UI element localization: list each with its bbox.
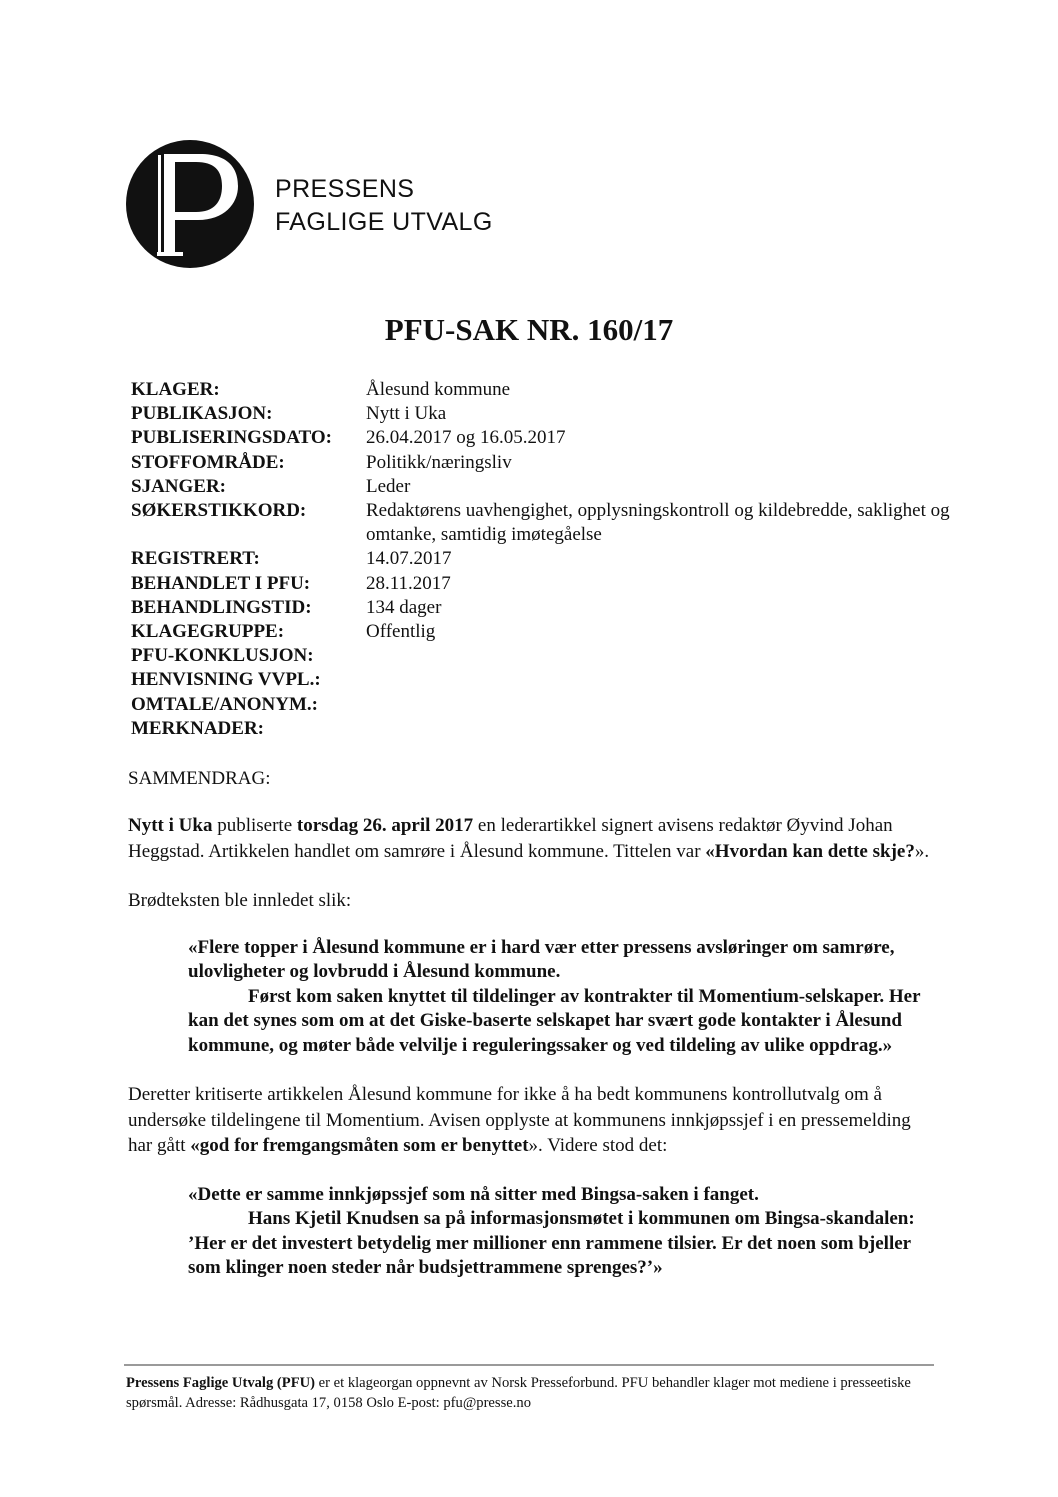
text-span: Deretter kritiserte artikkelen Ålesund kommune for ikke å ha bedt kommunens kontrollutvalg om å undersøke tildelingene til Momentium. Avisen opplyste at kommunens innkjøpssjef i en pressemelding har gått bbox=[128, 1084, 911, 1156]
text-span: en lederartikkel signert avisens redaktør Øyvind Johan Heggstad. Artikkelen handlet om samrøre i Ålesund kommune. Tittelen var bbox=[128, 815, 893, 862]
meta-label: SØKERSTIKKORD: bbox=[131, 500, 307, 522]
meta-value: Nytt i Uka bbox=[366, 403, 447, 425]
meta-label: KLAGEGRUPPE: bbox=[131, 621, 285, 643]
meta-value: Leder bbox=[366, 475, 411, 497]
meta-row-publiseringsdato bbox=[131, 426, 951, 450]
summary-paragraph-3 bbox=[128, 1082, 936, 1159]
meta-row-behandlet bbox=[131, 572, 951, 596]
quote-1-paragraph-b: Først kom saken knyttet til tildelinger av kontrakter til Momentium-selskaper. Her kan det synes som om at det Giske-baserte selskapet har svært gode kontakter i Ålesund kommune, og møter både velvilje i reguleringssaker og ved tildeling av ulike oppdrag.» bbox=[188, 985, 921, 1056]
meta-row-klagegruppe bbox=[131, 620, 951, 644]
meta-label: HENVISNING VVPL.: bbox=[131, 669, 321, 691]
meta-label: REGISTRERT: bbox=[131, 548, 260, 570]
summary-paragraph-2: Brødteksten ble innledet slik: bbox=[128, 890, 352, 911]
meta-row-omtale bbox=[131, 693, 951, 717]
meta-label: BEHANDLET I PFU: bbox=[131, 572, 311, 594]
article-title: «Hvordan kan dette skje? bbox=[705, 840, 915, 862]
publication-name: Nytt i Uka bbox=[128, 815, 213, 836]
logo-line-1: PRESSENS bbox=[275, 175, 415, 203]
meta-value bbox=[366, 717, 951, 741]
meta-value bbox=[366, 693, 951, 717]
meta-row-konklusjon bbox=[131, 644, 951, 668]
page-footer bbox=[126, 1373, 936, 1413]
meta-row-henvisning bbox=[131, 668, 951, 692]
text-span: ». Videre stod det: bbox=[528, 1135, 668, 1156]
meta-value bbox=[366, 644, 951, 668]
meta-label: STOFFOMRÅDE: bbox=[131, 451, 285, 473]
pfu-logo-icon bbox=[126, 140, 254, 268]
meta-value: Redaktørens uavhengighet, opplysningskontroll og kildebredde, saklighet og omtanke, samtidig imøtegåelse bbox=[366, 500, 950, 546]
meta-label: SJANGER: bbox=[131, 475, 227, 497]
publication-date: torsdag 26. april 2017 bbox=[296, 815, 474, 836]
meta-row-registrert bbox=[131, 547, 951, 571]
meta-value: 28.11.2017 bbox=[366, 572, 451, 594]
case-title: PFU-SAK NR. 160/17 bbox=[384, 312, 674, 347]
footer-text: er et klageorgan oppnevnt av Norsk Presseforbund. PFU behandler klager mot mediene i presseetiske spørsmål. Adresse: Rådhusgata 17, 0158 Oslo E-post: pfu@presse.no bbox=[126, 1375, 911, 1411]
summary-section bbox=[128, 766, 936, 1281]
meta-row-sjanger bbox=[131, 475, 951, 499]
meta-label: OMTALE/ANONYM.: bbox=[131, 693, 318, 715]
meta-value: Politikk/næringsliv bbox=[366, 451, 512, 473]
footer-org-name: Pressens Faglige Utvalg (PFU) bbox=[126, 1375, 316, 1391]
meta-label: PUBLISERINGSDATO: bbox=[131, 427, 332, 449]
meta-label: MERKNADER: bbox=[131, 717, 264, 739]
meta-label: KLAGER: bbox=[131, 379, 220, 400]
meta-value: 14.07.2017 bbox=[366, 548, 452, 570]
meta-label: PUBLIKASJON: bbox=[131, 403, 273, 425]
meta-label: PFU-KONKLUSJON: bbox=[131, 645, 314, 667]
text-span: ». bbox=[914, 840, 930, 862]
quote-2-paragraph-a: «Dette er samme innkjøpssjef som nå sitter med Bingsa-saken i fanget. bbox=[188, 1183, 759, 1205]
meta-row-klager bbox=[131, 378, 951, 402]
quote-block-2 bbox=[188, 1183, 936, 1281]
logo-line-2: FAGLIGE UTVALG bbox=[275, 208, 493, 236]
case-metadata bbox=[131, 378, 951, 741]
meta-row-stoffomrade bbox=[131, 451, 951, 475]
quote-1-paragraph-a: «Flere topper i Ålesund kommune er i hard vær etter pressens avsløringer om samrøre, ulovligheter og lovbrudd i Ålesund kommune. bbox=[188, 936, 895, 982]
summary-heading: SAMMENDRAG: bbox=[128, 768, 271, 789]
meta-value: 134 dager bbox=[366, 596, 442, 618]
summary-paragraph-1 bbox=[128, 813, 936, 864]
text-span: publiserte bbox=[212, 815, 297, 836]
quote-2-paragraph-b: Hans Kjetil Knudsen sa på informasjonsmøtet i kommunen om Bingsa-skandalen: ’Her er det investert betydelig mer millioner enn rammene tilsier. Er det noen som bjeller som klinger noen steder når budsjettrammene sprenges?’» bbox=[188, 1208, 915, 1278]
meta-label: BEHANDLINGSTID: bbox=[131, 596, 312, 618]
meta-value bbox=[366, 668, 951, 692]
meta-value: Ålesund kommune bbox=[366, 379, 511, 400]
quoted-phrase: «god for fremgangsmåten som er benyttet bbox=[190, 1135, 529, 1156]
meta-row-sokerstikkord bbox=[131, 499, 951, 547]
quote-block-1 bbox=[188, 936, 936, 1059]
meta-row-behandlingstid bbox=[131, 596, 951, 620]
meta-value: 26.04.2017 og 16.05.2017 bbox=[366, 427, 566, 449]
logo-wordmark bbox=[275, 173, 493, 239]
meta-value: Offentlig bbox=[366, 621, 436, 643]
meta-row-merknader bbox=[131, 717, 951, 741]
footer-divider bbox=[124, 1364, 934, 1366]
meta-row-publikasjon bbox=[131, 402, 951, 426]
